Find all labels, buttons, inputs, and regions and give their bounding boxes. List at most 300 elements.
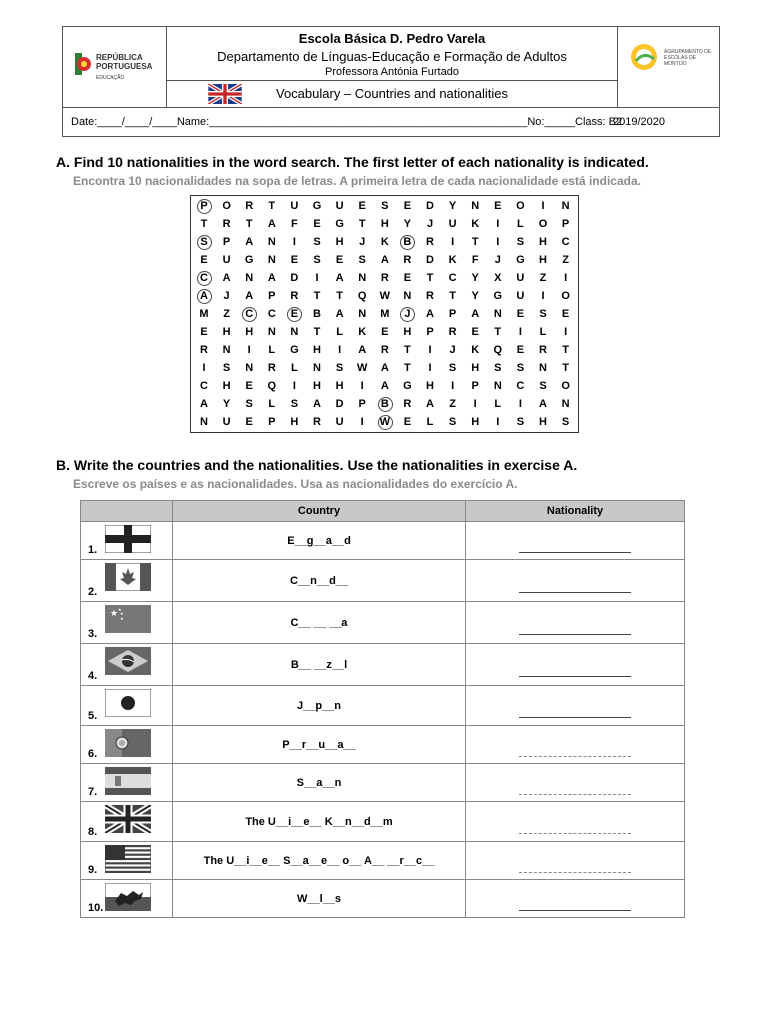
- table-header-blank: [81, 501, 173, 522]
- grid-letter[interactable]: I: [292, 380, 296, 392]
- row-number: 5.: [88, 710, 98, 722]
- grid-letter[interactable]: T: [245, 218, 253, 230]
- grid-letter[interactable]: L: [494, 398, 502, 410]
- grid-letter[interactable]: H: [290, 416, 299, 428]
- grid-letter[interactable]: H: [222, 380, 231, 392]
- country-clue: W__l__s: [173, 880, 466, 918]
- grid-letter[interactable]: Y: [471, 290, 479, 302]
- grid-letter[interactable]: E: [358, 200, 366, 212]
- grid-letter[interactable]: S: [448, 416, 457, 428]
- grid-letter[interactable]: Z: [562, 254, 569, 266]
- usa-flag-icon: [105, 845, 151, 873]
- logo-right-text: AGRUPAMENTO DE ESCOLAS DE MONTIJO: [664, 49, 712, 67]
- grid-letter[interactable]: E: [200, 254, 208, 266]
- row-number: 10.: [88, 902, 104, 914]
- nationality-blank-line[interactable]: [519, 784, 631, 795]
- grid-letter[interactable]: E: [403, 272, 412, 284]
- grid-letter[interactable]: U: [335, 416, 344, 428]
- grid-letter[interactable]: I: [518, 326, 522, 338]
- grid-letter[interactable]: N: [200, 416, 208, 428]
- country-clue: J__p__n: [173, 686, 466, 726]
- grid-letter[interactable]: Z: [223, 308, 230, 320]
- grid-letter[interactable]: H: [380, 218, 389, 230]
- grid-letter[interactable]: K: [380, 236, 389, 248]
- student-info-fields: Date:____/____/____Name:____________________________________________________No:_____Class: B2: [71, 116, 623, 128]
- grid-letter[interactable]: A: [471, 308, 480, 320]
- grid-letter[interactable]: E: [313, 218, 321, 230]
- grid-letter[interactable]: I: [518, 398, 522, 410]
- grid-letter[interactable]: A: [426, 308, 434, 320]
- table-row: [81, 880, 685, 918]
- grid-letter[interactable]: A: [539, 398, 547, 410]
- grid-letter[interactable]: S: [516, 416, 525, 428]
- grid-letter[interactable]: A: [267, 272, 276, 284]
- grid-letter[interactable]: I: [428, 344, 432, 356]
- grid-letter[interactable]: I: [496, 218, 500, 230]
- grid-letter[interactable]: L: [336, 326, 343, 338]
- department-name: Departamento de Línguas-Educação e Formação de Adultos: [217, 49, 567, 64]
- grid-letter[interactable]: I: [564, 326, 568, 338]
- section-b-subtitle: Escreve os países e as nacionalidades. Usa as nacionalidades do exercício A.: [73, 477, 518, 491]
- grid-letter[interactable]: P: [561, 218, 570, 230]
- grid-letter[interactable]: T: [313, 326, 321, 338]
- svg-text:★: ★: [118, 607, 122, 612]
- grid-letter[interactable]: S: [313, 236, 321, 248]
- grid-letter[interactable]: G: [244, 254, 254, 266]
- grid-letter[interactable]: N: [290, 326, 299, 338]
- grid-letter[interactable]: T: [404, 344, 411, 356]
- grid-letter[interactable]: E: [245, 416, 253, 428]
- brazil-flag-icon: [105, 647, 151, 675]
- uk-flag-icon: [105, 805, 151, 833]
- grid-letter[interactable]: J: [426, 218, 434, 230]
- grid-letter[interactable]: E: [516, 308, 525, 320]
- nationality-blank-line[interactable]: [519, 746, 631, 757]
- grid-letter[interactable]: I: [564, 272, 568, 284]
- grid-letter[interactable]: I: [202, 362, 206, 374]
- grid-letter[interactable]: L: [539, 326, 547, 338]
- grid-letter[interactable]: N: [313, 362, 321, 374]
- grid-letter[interactable]: K: [471, 344, 480, 356]
- table-row: [81, 726, 685, 764]
- teacher-name: Professora Antónia Furtado: [325, 66, 459, 78]
- grid-letter[interactable]: L: [268, 344, 276, 356]
- grid-letter[interactable]: T: [494, 326, 502, 338]
- grid-letter[interactable]: T: [426, 272, 434, 284]
- grid-letter[interactable]: E: [403, 200, 412, 212]
- grid-letter[interactable]: O: [561, 380, 570, 392]
- grid-letter[interactable]: L: [291, 362, 298, 374]
- grid-letter[interactable]: R: [403, 254, 412, 266]
- grid-letter[interactable]: D: [335, 398, 344, 410]
- grid-letter[interactable]: T: [471, 236, 479, 248]
- grid-letter[interactable]: I: [451, 380, 455, 392]
- nationality-blank-line[interactable]: [519, 900, 631, 911]
- grid-letter[interactable]: D: [426, 254, 434, 266]
- grid-letter[interactable]: S: [193, 233, 215, 251]
- grid-letter[interactable]: H: [539, 254, 547, 266]
- grid-letter[interactable]: C: [561, 236, 570, 248]
- grid-letter[interactable]: D: [290, 272, 299, 284]
- grid-letter[interactable]: S: [313, 254, 321, 266]
- grid-letter[interactable]: B: [374, 395, 396, 413]
- grid-letter[interactable]: C: [238, 305, 260, 323]
- grid-letter[interactable]: H: [426, 380, 434, 392]
- grid-letter[interactable]: A: [426, 398, 434, 410]
- row-number: 9.: [88, 864, 98, 876]
- worksheet-topic: Vocabulary – Countries and nationalities: [276, 86, 508, 101]
- grid-letter[interactable]: I: [315, 272, 319, 284]
- grid-letter[interactable]: U: [516, 290, 525, 302]
- nationality-answer-cell: [466, 560, 685, 602]
- grid-letter[interactable]: H: [313, 344, 321, 356]
- grid-letter[interactable]: Q: [357, 290, 367, 302]
- grid-letter[interactable]: H: [539, 416, 547, 428]
- table-row: [81, 644, 685, 686]
- grid-letter[interactable]: S: [358, 254, 366, 266]
- grid-letter[interactable]: P: [268, 290, 276, 302]
- grid-letter[interactable]: N: [222, 344, 231, 356]
- grid-letter[interactable]: S: [539, 380, 547, 392]
- grid-letter[interactable]: I: [428, 362, 432, 374]
- nationality-answer-cell: [466, 726, 685, 764]
- grid-letter[interactable]: O: [538, 218, 548, 230]
- grid-letter[interactable]: M: [199, 308, 209, 320]
- grid-letter[interactable]: C: [193, 269, 215, 287]
- grid-letter[interactable]: N: [493, 380, 502, 392]
- nationality-answer-cell: [466, 842, 685, 880]
- grid-letter[interactable]: T: [404, 362, 411, 374]
- grid-letter[interactable]: A: [380, 254, 389, 266]
- grid-letter[interactable]: P: [426, 326, 434, 338]
- row-flag-cell: [81, 802, 173, 842]
- grid-letter[interactable]: D: [426, 200, 434, 212]
- grid-letter[interactable]: E: [403, 416, 412, 428]
- word-search-grid: [190, 195, 579, 433]
- grid-letter[interactable]: H: [335, 236, 344, 248]
- grid-letter[interactable]: I: [541, 200, 545, 212]
- grid-letter[interactable]: R: [380, 344, 389, 356]
- grid-letter[interactable]: S: [222, 362, 231, 374]
- grid-letter[interactable]: T: [313, 290, 321, 302]
- grid-letter[interactable]: R: [290, 290, 299, 302]
- grid-letter[interactable]: N: [493, 308, 502, 320]
- grid-letter[interactable]: S: [448, 362, 457, 374]
- grid-letter[interactable]: R: [380, 272, 389, 284]
- country-clue: The U__i__e__ S__a__e__ o__ A__ __r__c__: [173, 842, 466, 880]
- grid-letter[interactable]: T: [449, 290, 456, 302]
- row-number: 6.: [88, 748, 98, 760]
- grid-letter[interactable]: H: [539, 236, 547, 248]
- country-clue: The U__i__e__ K__n__d__m: [173, 802, 466, 842]
- grid-letter[interactable]: E: [471, 326, 479, 338]
- grid-letter[interactable]: C: [200, 380, 208, 392]
- wales-flag-icon: [105, 883, 151, 911]
- worksheet-header: [62, 26, 720, 137]
- grid-letter[interactable]: Y: [471, 272, 479, 284]
- grid-letter[interactable]: T: [336, 290, 343, 302]
- grid-letter[interactable]: Q: [267, 380, 277, 392]
- logo-emblem-icon: [75, 51, 93, 77]
- grid-letter[interactable]: E: [494, 200, 502, 212]
- grid-letter[interactable]: I: [496, 416, 500, 428]
- grid-letter[interactable]: C: [516, 380, 525, 392]
- grid-letter[interactable]: H: [471, 362, 480, 374]
- nationality-blank-line[interactable]: [519, 624, 631, 635]
- student-info-row: [63, 107, 719, 138]
- nationality-blank-line[interactable]: [519, 862, 631, 873]
- grid-letter[interactable]: O: [516, 200, 525, 212]
- grid-letter[interactable]: E: [283, 305, 305, 323]
- grid-letter[interactable]: I: [247, 344, 251, 356]
- grid-letter[interactable]: G: [493, 290, 503, 302]
- section-a-subtitle: Encontra 10 nacionalidades na sopa de letras. A primeira letra de cada nacionalidade está indicada.: [73, 174, 641, 188]
- grid-letter[interactable]: H: [245, 326, 254, 338]
- grid-letter[interactable]: A: [380, 362, 389, 374]
- grid-letter[interactable]: N: [267, 236, 276, 248]
- grid-letter[interactable]: O: [561, 290, 570, 302]
- grid-letter[interactable]: A: [335, 308, 344, 320]
- grid-letter[interactable]: P: [358, 398, 366, 410]
- grid-letter[interactable]: P: [222, 236, 231, 248]
- grid-letter[interactable]: I: [496, 236, 500, 248]
- grid-letter[interactable]: R: [267, 362, 276, 374]
- grid-letter[interactable]: Q: [493, 344, 503, 356]
- logo-left-text: REPÚBLICA PORTUGUESA: [96, 53, 153, 71]
- nationality-blank-line[interactable]: [519, 823, 631, 834]
- grid-letter[interactable]: U: [290, 200, 299, 212]
- grid-letter[interactable]: N: [358, 272, 367, 284]
- grid-letter[interactable]: A: [245, 290, 254, 302]
- table-row: [81, 560, 685, 602]
- grid-letter[interactable]: G: [312, 200, 322, 212]
- grid-letter[interactable]: R: [426, 290, 434, 302]
- grid-letter[interactable]: Z: [449, 398, 456, 410]
- grid-letter[interactable]: G: [403, 380, 412, 392]
- grid-letter[interactable]: A: [267, 218, 276, 230]
- grid-letter[interactable]: I: [292, 236, 296, 248]
- grid-letter[interactable]: A: [245, 236, 254, 248]
- grid-letter[interactable]: G: [516, 254, 525, 266]
- grid-letter[interactable]: E: [561, 308, 570, 320]
- grid-letter[interactable]: A: [358, 344, 367, 356]
- grid-letter[interactable]: R: [222, 218, 231, 230]
- grid-letter[interactable]: S: [539, 308, 547, 320]
- grid-letter[interactable]: N: [403, 290, 412, 302]
- grid-letter[interactable]: S: [245, 398, 253, 410]
- nationality-blank-line[interactable]: [519, 707, 631, 718]
- grid-letter[interactable]: W: [379, 290, 390, 302]
- row-flag-cell: [81, 726, 173, 764]
- grid-letter[interactable]: I: [473, 398, 477, 410]
- china-flag-icon: [105, 605, 151, 633]
- table-row: [81, 842, 685, 880]
- grid-letter[interactable]: B: [396, 233, 418, 251]
- row-number: 1.: [88, 544, 98, 556]
- grid-letter[interactable]: I: [360, 380, 364, 392]
- country-clue: C__n__d__: [173, 560, 466, 602]
- grid-letter[interactable]: E: [290, 254, 299, 266]
- nationality-blank-line[interactable]: [519, 542, 631, 553]
- grid-letter[interactable]: T: [268, 200, 276, 212]
- grid-letter[interactable]: S: [494, 362, 502, 374]
- grid-letter[interactable]: R: [403, 398, 412, 410]
- grid-letter[interactable]: U: [222, 416, 231, 428]
- grid-letter[interactable]: N: [539, 362, 547, 374]
- grid-letter[interactable]: N: [561, 200, 570, 212]
- grid-letter[interactable]: J: [449, 344, 456, 356]
- nationality-answer-cell: [466, 602, 685, 644]
- grid-letter[interactable]: T: [562, 344, 569, 356]
- grid-letter[interactable]: Y: [448, 200, 457, 212]
- grid-letter[interactable]: M: [380, 308, 390, 320]
- nationality-answer-cell: [466, 686, 685, 726]
- grid-letter[interactable]: U: [222, 254, 231, 266]
- grid-letter[interactable]: N: [471, 200, 480, 212]
- grid-letter[interactable]: L: [268, 398, 276, 410]
- grid-letter[interactable]: H: [335, 380, 344, 392]
- grid-letter[interactable]: G: [290, 344, 299, 356]
- grid-letter[interactable]: Y: [403, 218, 412, 230]
- grid-letter[interactable]: R: [426, 236, 434, 248]
- grid-letter[interactable]: P: [448, 308, 457, 320]
- grid-letter[interactable]: W: [356, 362, 368, 374]
- grid-letter[interactable]: A: [380, 380, 389, 392]
- nationality-blank-line[interactable]: [519, 666, 631, 677]
- grid-letter[interactable]: S: [561, 416, 570, 428]
- england-flag-icon: [105, 525, 151, 553]
- grid-letter[interactable]: J: [223, 290, 230, 302]
- japan-flag-icon: [105, 689, 151, 717]
- country-clue: P__r__u__a__: [173, 726, 466, 764]
- grid-letter[interactable]: A: [313, 398, 321, 410]
- table-row: [81, 602, 685, 644]
- grid-letter[interactable]: T: [358, 218, 366, 230]
- grid-letter[interactable]: H: [222, 326, 231, 338]
- country-clue: E__g__a__d: [173, 522, 466, 560]
- grid-letter[interactable]: H: [313, 380, 321, 392]
- grid-letter[interactable]: N: [267, 326, 276, 338]
- grid-letter[interactable]: C: [267, 308, 276, 320]
- grid-letter[interactable]: F: [291, 218, 298, 230]
- logo-left-sub: EDUCAÇÃO: [96, 75, 125, 81]
- grid-letter[interactable]: E: [245, 380, 253, 392]
- grid-letter[interactable]: K: [448, 254, 457, 266]
- grid-letter[interactable]: U: [335, 200, 344, 212]
- grid-letter[interactable]: A: [193, 287, 215, 305]
- grid-letter[interactable]: J: [359, 236, 366, 248]
- grid-letter[interactable]: U: [516, 272, 525, 284]
- table-header-nationality: Nationality: [466, 501, 685, 522]
- grid-letter[interactable]: S: [381, 200, 389, 212]
- row-number: 3.: [88, 628, 98, 640]
- grid-letter[interactable]: Z: [539, 272, 547, 284]
- row-number: 4.: [88, 670, 98, 682]
- grid-letter[interactable]: R: [448, 326, 457, 338]
- grid-letter[interactable]: H: [471, 416, 480, 428]
- nationality-answer-cell: [466, 764, 685, 802]
- grid-letter[interactable]: F: [471, 254, 479, 266]
- grid-letter[interactable]: N: [245, 272, 254, 284]
- grid-letter[interactable]: N: [358, 308, 367, 320]
- canada-flag-icon: [105, 563, 151, 591]
- grid-letter[interactable]: C: [448, 272, 457, 284]
- grid-letter[interactable]: P: [268, 416, 276, 428]
- grid-letter[interactable]: K: [471, 218, 480, 230]
- grid-letter[interactable]: E: [335, 254, 344, 266]
- grid-letter[interactable]: N: [561, 398, 570, 410]
- grid-letter[interactable]: I: [338, 344, 342, 356]
- country-clue: B__ __z__l: [173, 644, 466, 686]
- grid-letter[interactable]: S: [290, 398, 299, 410]
- grid-letter[interactable]: I: [360, 416, 364, 428]
- nationality-answer-cell: [466, 802, 685, 842]
- nationality-blank-line[interactable]: [519, 582, 631, 593]
- table-row: [81, 686, 685, 726]
- grid-letter[interactable]: K: [358, 326, 367, 338]
- grid-letter[interactable]: I: [451, 236, 455, 248]
- grid-letter[interactable]: O: [222, 200, 231, 212]
- table-row: [81, 802, 685, 842]
- grid-letter[interactable]: H: [403, 326, 412, 338]
- grid-letter[interactable]: S: [335, 362, 344, 374]
- svg-text:★: ★: [120, 616, 124, 621]
- portugal-flag-icon: [105, 729, 151, 757]
- grid-letter[interactable]: T: [562, 362, 569, 374]
- grid-letter[interactable]: A: [200, 398, 208, 410]
- row-flag-cell: [81, 522, 173, 560]
- row-flag-cell: [81, 560, 173, 602]
- grid-letter[interactable]: S: [516, 362, 525, 374]
- row-flag-cell: [81, 880, 173, 918]
- grid-letter[interactable]: N: [245, 362, 254, 374]
- grid-letter[interactable]: J: [494, 254, 501, 266]
- grid-letter[interactable]: B: [313, 308, 321, 320]
- row-number: 2.: [88, 586, 98, 598]
- grid-letter[interactable]: A: [222, 272, 231, 284]
- grid-letter[interactable]: T: [200, 218, 208, 230]
- grid-letter[interactable]: N: [267, 254, 276, 266]
- row-number: 7.: [88, 786, 98, 798]
- row-flag-cell: [81, 644, 173, 686]
- grid-letter[interactable]: W: [374, 413, 396, 431]
- grid-letter[interactable]: R: [200, 344, 208, 356]
- grid-letter[interactable]: P: [471, 380, 479, 392]
- grid-letter[interactable]: Y: [222, 398, 231, 410]
- grid-letter[interactable]: R: [539, 344, 547, 356]
- svg-text:★: ★: [120, 611, 124, 616]
- grid-letter[interactable]: E: [200, 326, 208, 338]
- grid-letter[interactable]: L: [517, 218, 524, 230]
- country-clue: C__ __ __a: [173, 602, 466, 644]
- grid-letter[interactable]: P: [193, 197, 215, 215]
- grid-letter[interactable]: U: [448, 218, 457, 230]
- grid-letter[interactable]: A: [335, 272, 344, 284]
- grid-letter[interactable]: R: [313, 416, 321, 428]
- grid-letter[interactable]: R: [245, 200, 254, 212]
- grid-letter[interactable]: L: [426, 416, 434, 428]
- grid-letter[interactable]: I: [541, 290, 545, 302]
- grid-letter[interactable]: G: [335, 218, 344, 230]
- school-year: 2019/2020: [613, 116, 665, 128]
- grid-letter[interactable]: J: [396, 305, 418, 323]
- grid-letter[interactable]: X: [494, 272, 502, 284]
- grid-letter[interactable]: E: [516, 344, 525, 356]
- grid-letter[interactable]: E: [381, 326, 389, 338]
- section-b-title: B. Write the countries and the nationalities. Use the nationalities in exercise A.: [56, 457, 578, 473]
- grid-letter[interactable]: S: [516, 236, 525, 248]
- agrupamento-logo: [617, 27, 719, 107]
